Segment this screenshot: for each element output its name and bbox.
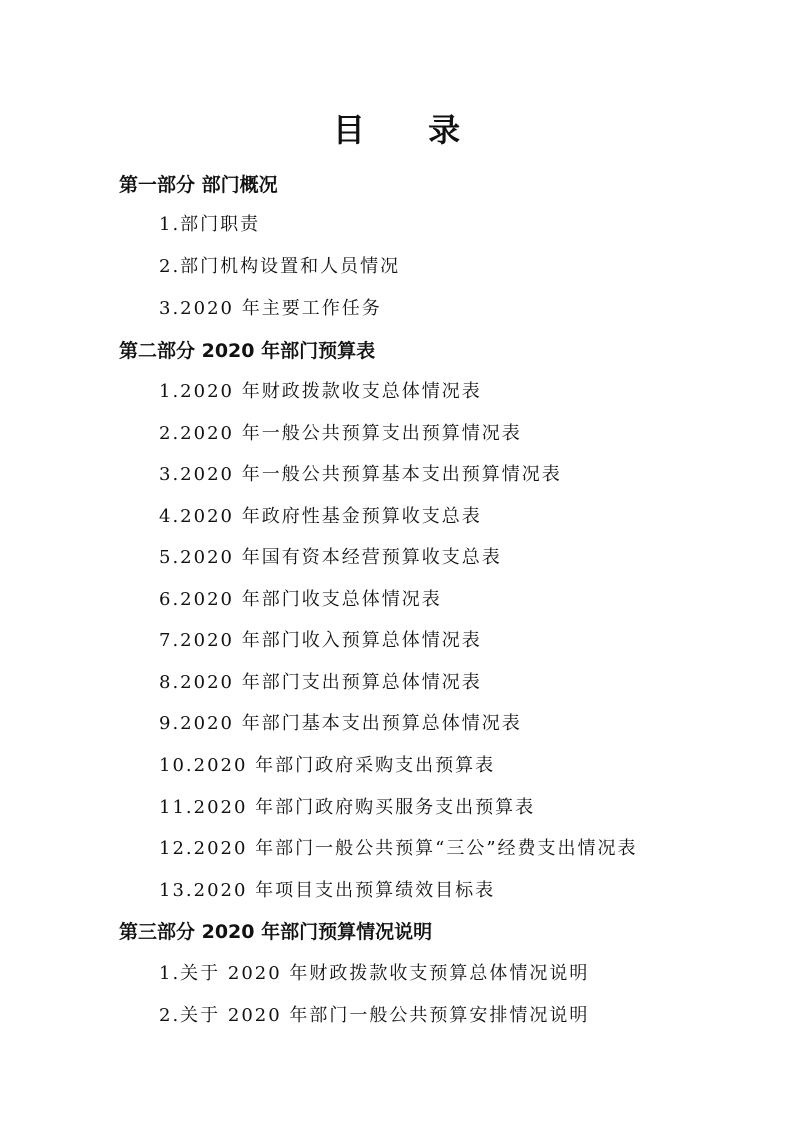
toc-item: 4.2020 年政府性基金预算收支总表 <box>159 506 482 527</box>
section-heading-part1: 第一部分 部门概况 <box>119 174 278 196</box>
toc-item: 7.2020 年部门收入预算总体情况表 <box>159 630 482 651</box>
toc-item: 3.2020 年一般公共预算基本支出预算情况表 <box>159 464 562 485</box>
toc-item: 10.2020 年部门政府采购支出预算表 <box>159 755 496 776</box>
toc-item: 11.2020 年部门政府购买服务支出预算表 <box>159 797 536 818</box>
toc-item: 1.2020 年财政拨款收支总体情况表 <box>159 381 482 402</box>
toc-item: 5.2020 年国有资本经营预算收支总表 <box>159 547 502 568</box>
toc-item: 1.部门职责 <box>159 214 261 235</box>
toc-item: 1.关于 2020 年财政拨款收支预算总体情况说明 <box>159 963 590 984</box>
section-heading-part2: 第二部分 2020 年部门预算表 <box>119 340 376 362</box>
toc-item: 8.2020 年部门支出预算总体情况表 <box>159 672 482 693</box>
toc-item: 9.2020 年部门基本支出预算总体情况表 <box>159 713 522 734</box>
page-title: 目 录 <box>332 111 487 149</box>
toc-item: 2.关于 2020 年部门一般公共预算安排情况说明 <box>159 1005 590 1026</box>
toc-item: 12.2020 年部门一般公共预算“三公”经费支出情况表 <box>159 838 638 859</box>
toc-item: 13.2020 年项目支出预算绩效目标表 <box>159 880 496 901</box>
toc-item: 6.2020 年部门收支总体情况表 <box>159 589 442 610</box>
toc-item: 2.部门机构设置和人员情况 <box>159 256 401 277</box>
section-heading-part3: 第三部分 2020 年部门预算情况说明 <box>119 921 433 943</box>
toc-item: 2.2020 年一般公共预算支出预算情况表 <box>159 423 522 444</box>
toc-item: 3.2020 年主要工作任务 <box>159 298 382 319</box>
